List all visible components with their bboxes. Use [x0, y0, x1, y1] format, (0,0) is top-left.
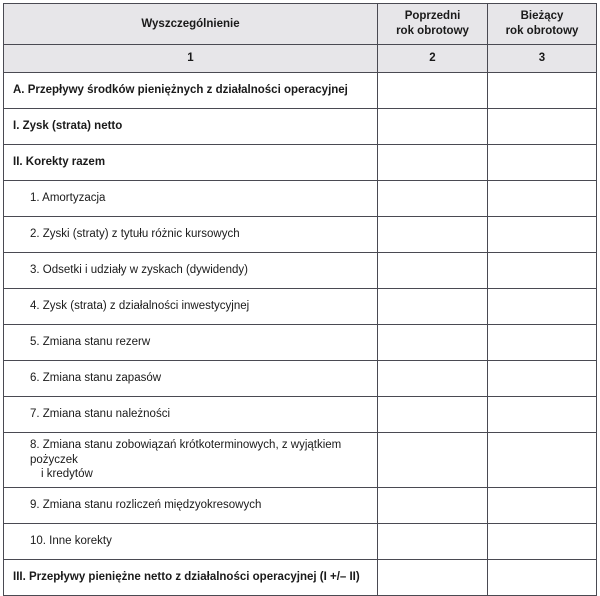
cash-flow-statement-table — [3, 3, 597, 596]
table-row — [4, 253, 597, 289]
row-label-cell: 10. Inne korekty — [4, 524, 378, 560]
previous-year-value-cell[interactable] — [378, 145, 488, 181]
column-header-description: Wyszczególnienie — [4, 4, 378, 45]
table-header — [4, 4, 597, 73]
row-label-cell: III. Przepływy pieniężne netto z działalności operacyjnej (I +/– II) — [4, 560, 378, 596]
row-label-cell: 1. Amortyzacja — [4, 181, 378, 217]
previous-year-value-cell[interactable] — [378, 73, 488, 109]
previous-year-value-cell[interactable] — [378, 397, 488, 433]
previous-year-value-cell[interactable] — [378, 361, 488, 397]
previous-year-value-cell[interactable] — [378, 217, 488, 253]
column-number-description: 1 — [4, 45, 378, 73]
current-year-value-cell[interactable] — [488, 217, 597, 253]
row-label-cell: 5. Zmiana stanu rezerw — [4, 325, 378, 361]
row-label-cell: A. Przepływy środków pieniężnych z działalności operacyjnej — [4, 73, 378, 109]
previous-year-value-cell[interactable] — [378, 289, 488, 325]
row-label-cell: II. Korekty razem — [4, 145, 378, 181]
previous-year-value-cell[interactable] — [378, 325, 488, 361]
table-row — [4, 361, 597, 397]
table-row — [4, 217, 597, 253]
table-row — [4, 145, 597, 181]
current-year-value-cell[interactable] — [488, 181, 597, 217]
current-year-line-2: rok obrotowy — [505, 25, 579, 37]
current-year-line-1: Bieżący — [520, 10, 564, 23]
current-year-value-cell[interactable] — [488, 361, 597, 397]
row-label-cell: 3. Odsetki i udziały w zyskach (dywidendy) — [4, 253, 378, 289]
table-body — [4, 73, 597, 596]
table-row — [4, 109, 597, 145]
row-label-cell: 7. Zmiana stanu należności — [4, 397, 378, 433]
previous-year-value-cell[interactable] — [378, 253, 488, 289]
previous-year-value-cell[interactable] — [378, 524, 488, 560]
current-year-value-cell[interactable] — [488, 73, 597, 109]
current-year-value-cell[interactable] — [488, 109, 597, 145]
row-label-wrapper — [30, 438, 371, 482]
current-year-value-cell[interactable] — [488, 253, 597, 289]
previous-year-line-1: Poprzedni — [404, 10, 461, 23]
table-row — [4, 397, 597, 433]
row-label-cell — [4, 433, 378, 488]
table-row — [4, 181, 597, 217]
column-number-previous: 2 — [378, 45, 488, 73]
table-row — [4, 325, 597, 361]
table-row — [4, 488, 597, 524]
current-year-value-cell[interactable] — [488, 433, 597, 488]
table-row — [4, 73, 597, 109]
column-header-previous-year — [378, 4, 488, 45]
table-row — [4, 433, 597, 488]
column-header-current-year — [488, 4, 597, 45]
previous-year-value-cell[interactable] — [378, 560, 488, 596]
previous-year-value-cell[interactable] — [378, 181, 488, 217]
table-row — [4, 524, 597, 560]
current-year-value-cell[interactable] — [488, 397, 597, 433]
row-label-cell: I. Zysk (strata) netto — [4, 109, 378, 145]
previous-year-value-cell[interactable] — [378, 433, 488, 488]
table-row — [4, 560, 597, 596]
table-header-row — [4, 4, 597, 45]
current-year-value-cell[interactable] — [488, 145, 597, 181]
previous-year-line-2: rok obrotowy — [396, 25, 469, 37]
row-label-cell: 9. Zmiana stanu rozliczeń międzyokresowych — [4, 488, 378, 524]
previous-year-value-cell[interactable] — [378, 109, 488, 145]
current-year-value-cell[interactable] — [488, 524, 597, 560]
current-year-value-cell[interactable] — [488, 325, 597, 361]
row-label-cell: 6. Zmiana stanu zapasów — [4, 361, 378, 397]
previous-year-value-cell[interactable] — [378, 488, 488, 524]
current-year-value-cell[interactable] — [488, 488, 597, 524]
row-label-cell: 4. Zysk (strata) z działalności inwestycyjnej — [4, 289, 378, 325]
row-label-line-1: 8. Zmiana stanu zobowiązań krótkoterminowych, z wyjątkiem pożyczek — [30, 439, 342, 466]
table-row — [4, 289, 597, 325]
column-number-current: 3 — [488, 45, 597, 73]
column-number-row — [4, 45, 597, 73]
current-year-value-cell[interactable] — [488, 560, 597, 596]
current-year-value-cell[interactable] — [488, 289, 597, 325]
row-label-cell: 2. Zyski (straty) z tytułu różnic kursowych — [4, 217, 378, 253]
row-label-line-2: i kredytów — [41, 468, 93, 481]
